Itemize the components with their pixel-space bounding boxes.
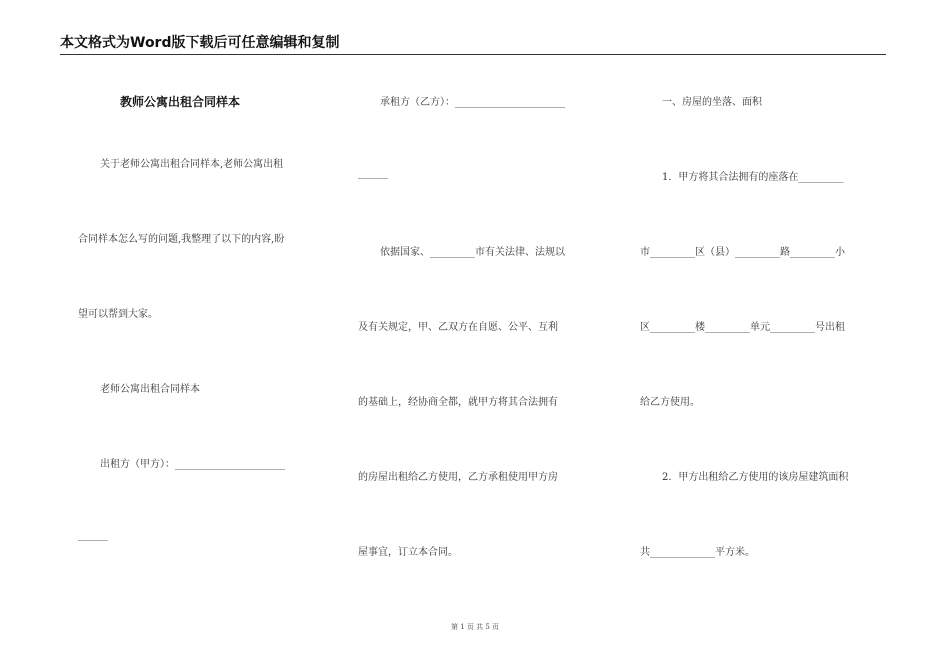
lessor-field: 出租方（甲方）：______________________ bbox=[100, 459, 285, 470]
body-line: 屋事宜，订立本合同。 bbox=[358, 547, 458, 558]
body-line: 关于老师公寓出租合同样本,老师公寓出租 bbox=[100, 159, 284, 170]
body-line: 依据国家、_________市有关法律、法规以 bbox=[380, 247, 565, 258]
body-line: 的房屋出租给乙方使用，乙方承租使用甲方房 bbox=[358, 472, 558, 483]
body-line: 合同样本怎么写的问题,我整理了以下的内容,盼 bbox=[78, 234, 285, 245]
document-title: 教师公寓出租合同样本 bbox=[120, 95, 241, 109]
clause-line: 市_________区（县）_________路_________小 bbox=[640, 247, 845, 258]
page-footer: 第 1 页 共 5 页 bbox=[450, 623, 500, 631]
clause-line: 给乙方使用。 bbox=[640, 397, 700, 408]
body-line: ______ bbox=[78, 530, 108, 541]
clause-line: 区_________楼_________单元_________号出租 bbox=[640, 322, 845, 333]
section-heading: 老师公寓出租合同样本 bbox=[100, 384, 200, 395]
body-line: 望可以帮到大家。 bbox=[78, 309, 158, 320]
body-line: 及有关规定，甲、乙双方在自愿、公平、互利 bbox=[358, 322, 558, 333]
clause-line: 共_____________平方米。 bbox=[640, 547, 755, 558]
body-line: ______ bbox=[358, 168, 388, 179]
header-text: 本文格式为Word版下载后可任意编辑和复制 bbox=[60, 35, 340, 51]
document-header bbox=[60, 32, 886, 55]
clause-line: 2．甲方出租给乙方使用的该房屋建筑面积 bbox=[662, 472, 849, 483]
section-heading: 一、房屋的坐落、面积 bbox=[662, 97, 762, 108]
clause-line: 1．甲方将其合法拥有的座落在_________ bbox=[662, 172, 844, 183]
body-line: 的基础上，经协商全都，就甲方将其合法拥有 bbox=[358, 397, 558, 408]
lessee-field: 承租方（乙方）：______________________ bbox=[380, 97, 565, 108]
